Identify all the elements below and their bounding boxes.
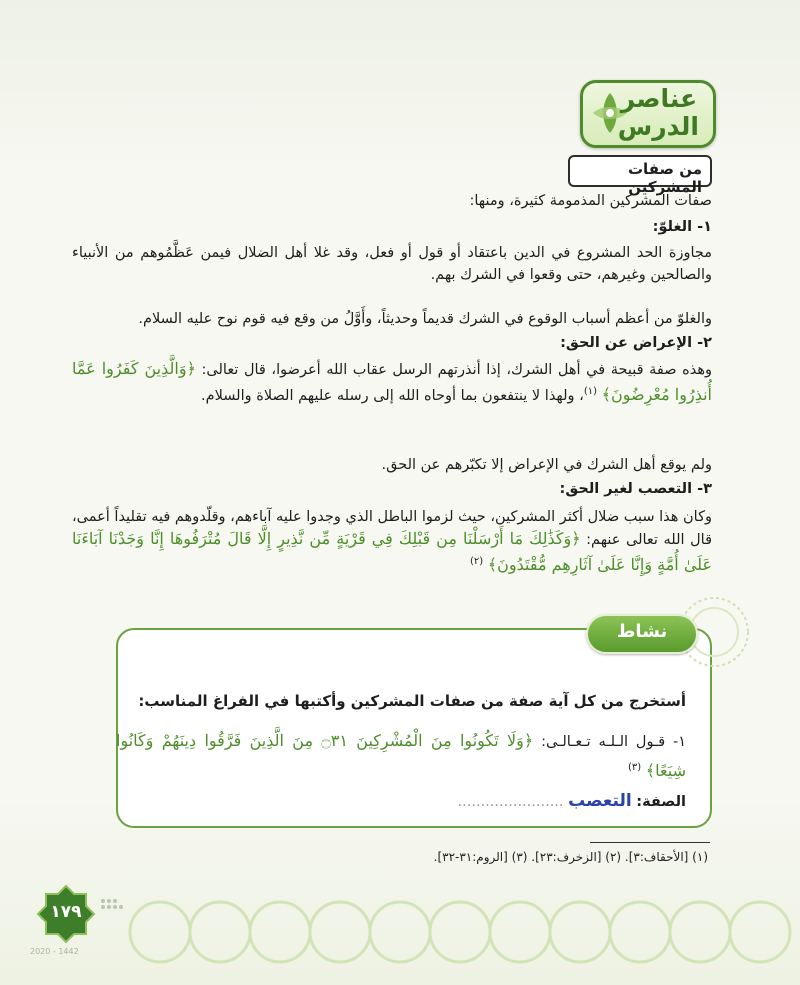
activity-tab-label: نشاط — [616, 621, 668, 642]
page-number: ١٧٩ — [50, 902, 82, 922]
item1-paragraph2: والغلوّ من أعظم أسباب الوقوع في الشرك قديماً وحديثاً، وأَوَّلُ من وقع فيه قوم نوح عليه السلام. — [138, 311, 712, 327]
activity-q1-quran: ﴿وَلَا تَكُونُوا مِنَ الْمُشْرِكِينَ ۝٣١ مِنَ الَّذِينَ فَرَّقُوا دِينَهُمْ وَكَانُوا شِيَعًا﴾ — [116, 731, 686, 780]
footnote-divider — [590, 842, 710, 843]
item3-heading: ٣- التعصب لغير الحق: — [559, 481, 712, 497]
item3-quran-verse: ﴿وَكَذَٰلِكَ مَا أَرْسَلْنَا مِن قَبْلِكَ فِي قَرْيَةٍ مِّن نَّذِيرٍ إِلَّا قَالَ مُتْرَفُوهَا إِنَّا وَجَدْنَا آبَاءَنَا عَلَىٰ أُمَّةٍ وَإِنَّا عَلَىٰ آثَارِهِم مُّقْتَدُونَ﴾ — [72, 529, 712, 574]
badge-line1: عناصر — [620, 84, 698, 113]
activity-answer-row — [116, 790, 686, 813]
item3-lead: وكان هذا سبب ضلال أكثر المشركين، حيث لزموا الباطل الذي وجدوا عليه آباءهم، وقلّدوهم فيه تقليداً أعمى، قال الله تعالى عنهم: — [71, 509, 713, 548]
item2-quran-verse: ﴿وَالَّذِينَ كَفَرُوا عَمَّا أُنذِرُوا مُعْرِضُونَ﴾ — [72, 359, 712, 404]
publisher-year: 2020 - 1442 — [30, 947, 79, 956]
item2-footnote-ref: (١) — [583, 386, 598, 397]
item2-lead: وهذه صفة قبيحة في أهل الشرك، إذا أنذرتهم الرسل عقاب الله أعرضوا، قال تعالى: — [201, 362, 712, 378]
item1-heading: ١- الغلوّ: — [652, 219, 712, 235]
answer-blank: ....................... — [457, 794, 564, 810]
item2-heading: ٢- الإعراض عن الحق: — [560, 335, 712, 351]
item2-paragraph2: ولم يوقع أهل الشرك في الإعراض إلا تكبّرهم عن الحق. — [381, 457, 712, 473]
activity-tab — [586, 614, 698, 654]
item3-footnote-ref: (٢) — [469, 556, 484, 567]
decorative-band — [120, 880, 800, 985]
activity-question1 — [116, 728, 686, 785]
activity-instruction: أستخرج من كل آية صفة من صفات المشركين وأكتبها في الفراغ المناسب: — [138, 692, 686, 710]
item3-paragraph1 — [72, 506, 712, 577]
section-intro: صفات المشركين المذمومة كثيرة، ومنها: — [469, 193, 712, 209]
item2-paragraph1 — [72, 358, 712, 407]
answer-value[interactable]: التعصب — [568, 791, 632, 811]
item2-tail: ، ولهذا لا ينتفعون بما أوحاه الله إلى رسله عليهم الصلاة والسلام. — [201, 387, 584, 404]
answer-label: الصفة: — [636, 794, 686, 810]
section-title-box — [568, 155, 712, 196]
publisher-logo-icon — [100, 898, 126, 916]
footnotes: (١) [الأحقاف:٣]. (٢) [الزخرف:٢٣]. (٣) [الروم:٣١-٣٢]. — [433, 850, 708, 864]
item1-paragraph1: مجاوزة الحد المشروع في الدين باعتقاد أو قول أو فعل، وقد غلا أهل الضلال فيمن عَظَّمُوهم من الأنبياء والصالحين وغيرهم، حتى وقعوا في الشرك بهم. — [72, 245, 712, 283]
section-title: من صفات المشركين — [627, 160, 702, 196]
activity-q1-lead: ١- قـول الـلـه تـعـالـى: — [541, 734, 687, 750]
lesson-elements-badge — [580, 80, 716, 148]
activity-q1-footnote-ref: (٣) — [628, 762, 642, 773]
badge-line2: الدرس — [617, 112, 699, 141]
